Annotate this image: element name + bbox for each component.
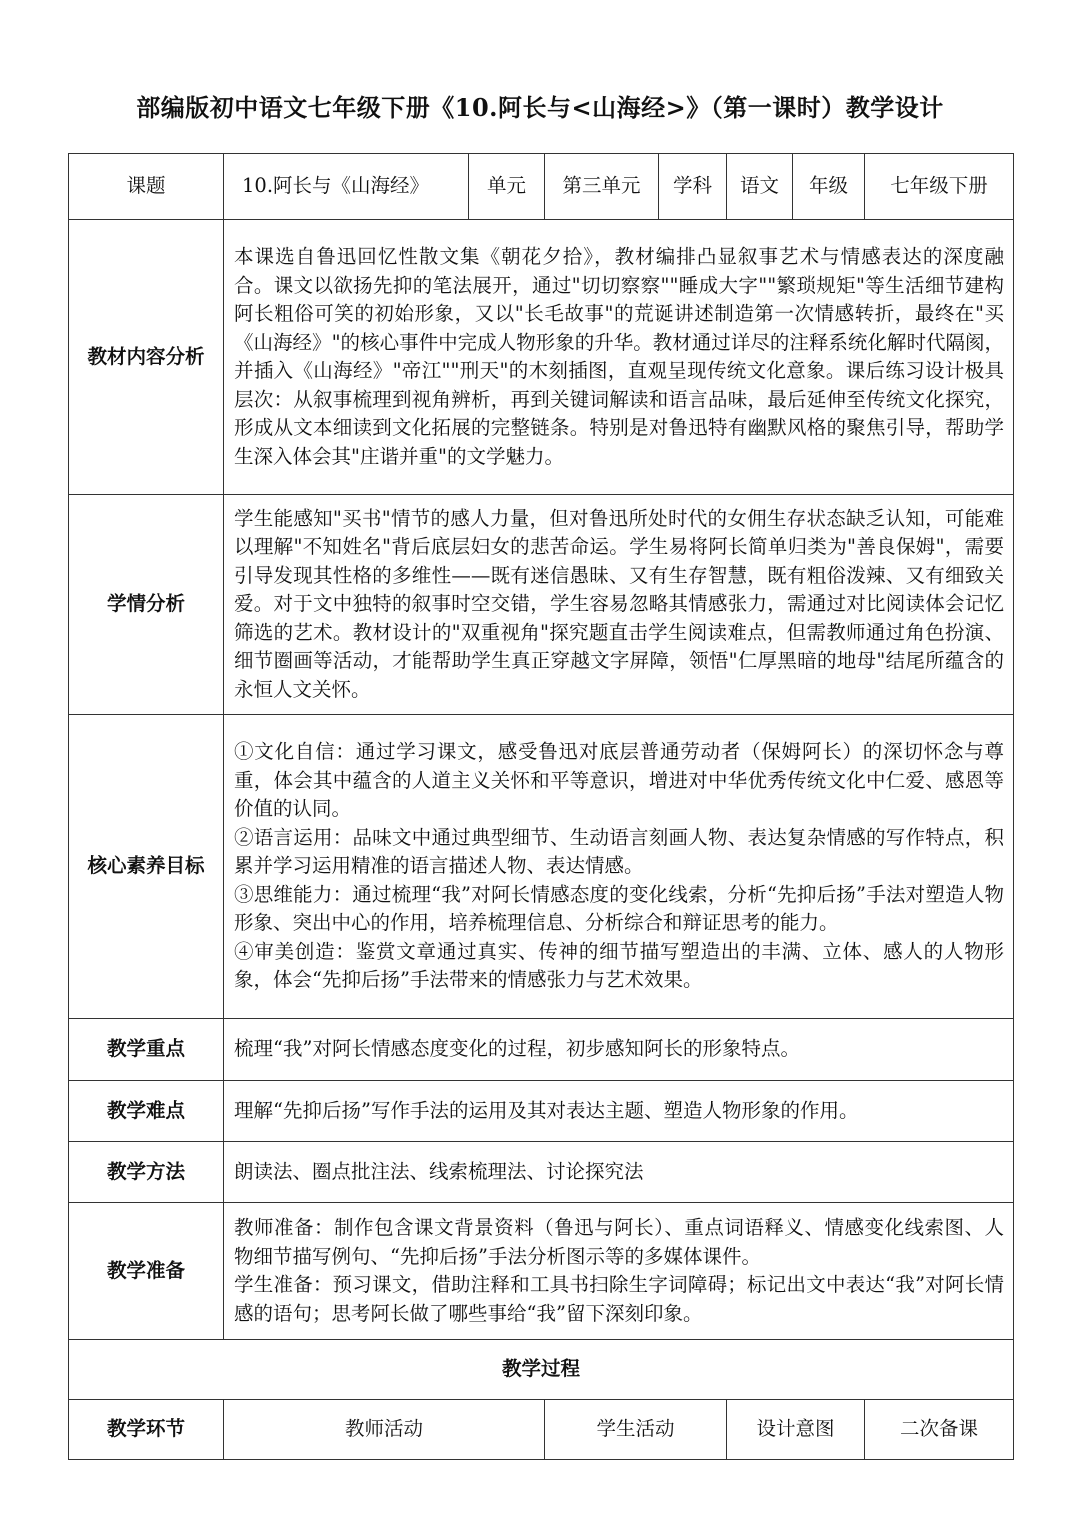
preparation-row [69, 1203, 1014, 1340]
header-row [69, 154, 1014, 220]
methods-text: 朗读法、圈点批注法、线索梳理法、讨论探究法 [224, 1142, 1014, 1203]
process-title-row [69, 1340, 1014, 1400]
core-goals-label: 核心素养目标 [69, 715, 224, 1019]
goal-item: ④审美创造：鉴赏文章通过真实、传神的细节描写塑造出的丰满、立体、感人的人物形象，体会“先抑后扬”手法带来的情感张力与艺术效果。 [234, 939, 1005, 992]
process-title: 教学过程 [69, 1340, 1014, 1400]
difficulty-label: 教学难点 [69, 1081, 224, 1142]
key-point-row [69, 1019, 1014, 1081]
student-analysis-label: 学情分析 [69, 495, 224, 715]
goal-item: ②语言运用：品味文中通过典型细节、生动语言刻画人物、表达复杂情感的写作特点，积累并学习运用精准的语言描述人物、表达情感。 [234, 825, 1005, 878]
grade-value: 七年级下册 [865, 154, 1014, 220]
process-col-intent: 设计意图 [727, 1400, 865, 1460]
process-header-row [69, 1400, 1014, 1460]
material-analysis-text: 本课选自鲁迅回忆性散文集《朝花夕拾》，教材编排凸显叙事艺术与情感表达的深度融合。课文以欲扬先抑的笔法展开，通过"切切察察""睡成大字""繁琐规矩"等生活细节建构阿长粗俗可笑的初始形象，又以"长毛故事"的荒诞讲述制造第一次情感转折，最终在"买《山海经》"的核心事件中完成人物形象的升华。教材通过详尽的注释系统化解时代隔阂，并插入《山海经》"帝江""刑天"的木刻插图，直观呈现传统文化意象。课后练习设计极具层次：从叙事梳理到视角辨析，再到关键词解读和语言品味，最后延伸至传统文化探究，形成从文本细读到文化拓展的完整链条。特别是对鲁迅特有幽默风格的聚焦引导，帮助学生深入体会其"庄谐并重"的文学魅力。 [224, 220, 1014, 495]
unit-label: 单元 [469, 154, 545, 220]
teacher-preparation: 教师准备：制作包含课文背景资料（鲁迅与阿长）、重点词语释义、情感变化线索图、人物细节描写例句、“先抑后扬”手法分析图示等的多媒体课件。 [234, 1216, 1005, 1268]
methods-label: 教学方法 [69, 1142, 224, 1203]
material-analysis-row [69, 220, 1014, 495]
process-col-teacher: 教师活动 [224, 1400, 545, 1460]
preparation-label: 教学准备 [69, 1203, 224, 1340]
subject-value: 语文 [727, 154, 793, 220]
goal-item: ①文化自信：通过学习课文，感受鲁迅对底层普通劳动者（保姆阿长）的深切怀念与尊重，体会其中蕴含的人道主义关怀和平等意识，增进对中华优秀传统文化中仁爱、感恩等价值的认同。 [234, 740, 1005, 821]
document-title: 部编版初中语文七年级下册《10.阿长与<山海经>》（第一课时）教学设计 [136, 93, 944, 122]
difficulty-row [69, 1081, 1014, 1142]
student-analysis-text: 学生能感知"买书"情节的感人力量，但对鲁迅所处时代的女佣生存状态缺乏认知，可能难以理解"不知姓名"背后底层妇女的悲苦命运。学生易将阿长简单归类为"善良保姆"，需要引导发现其性格的多维性——既有迷信愚昧、又有生存智慧，既有粗俗泼辣、又有细致关爱。对于文中独特的叙事时空交错，学生容易忽略其情感张力，需通过对比阅读体会记忆筛选的艺术。教材设计的"双重视角"探究题直击学生阅读难点，但需教师通过角色扮演、细节圈画等活动，才能帮助学生真正穿越文字屏障，领悟"仁厚黑暗的地母"结尾所蕴含的永恒人文关怀。 [224, 495, 1014, 715]
topic-label: 课题 [69, 154, 224, 220]
topic-value-text: 10.阿长与《山海经》 [242, 174, 430, 198]
student-analysis-row [69, 495, 1014, 715]
difficulty-text: 理解“先抑后扬”写作手法的运用及其对表达主题、塑造人物形象的作用。 [224, 1081, 1014, 1142]
methods-row [69, 1142, 1014, 1203]
process-col-stage: 教学环节 [69, 1400, 224, 1460]
lesson-plan-table [68, 153, 1014, 1460]
student-preparation: 学生准备：预习课文，借助注释和工具书扫除生字词障碍；标记出文中表达“我”对阿长情感的语句；思考阿长做了哪些事给“我”留下深刻印象。 [234, 1273, 1005, 1325]
subject-label: 学科 [659, 154, 727, 220]
key-point-label: 教学重点 [69, 1019, 224, 1081]
unit-value: 第三单元 [545, 154, 659, 220]
key-point-text: 梳理“我”对阿长情感态度变化的过程，初步感知阿长的形象特点。 [224, 1019, 1014, 1081]
core-goals-row [69, 715, 1014, 1019]
material-analysis-label: 教材内容分析 [69, 220, 224, 495]
grade-label: 年级 [793, 154, 865, 220]
core-goals-list [224, 715, 1014, 1019]
process-col-revision: 二次备课 [865, 1400, 1014, 1460]
process-col-student: 学生活动 [545, 1400, 727, 1460]
goal-item: ③思维能力：通过梳理“我”对阿长情感态度的变化线索，分析“先抑后扬”手法对塑造人物形象、突出中心的作用，培养梳理信息、分析综合和辩证思考的能力。 [234, 882, 1005, 935]
preparation-text [224, 1203, 1014, 1340]
topic-value [224, 154, 469, 220]
